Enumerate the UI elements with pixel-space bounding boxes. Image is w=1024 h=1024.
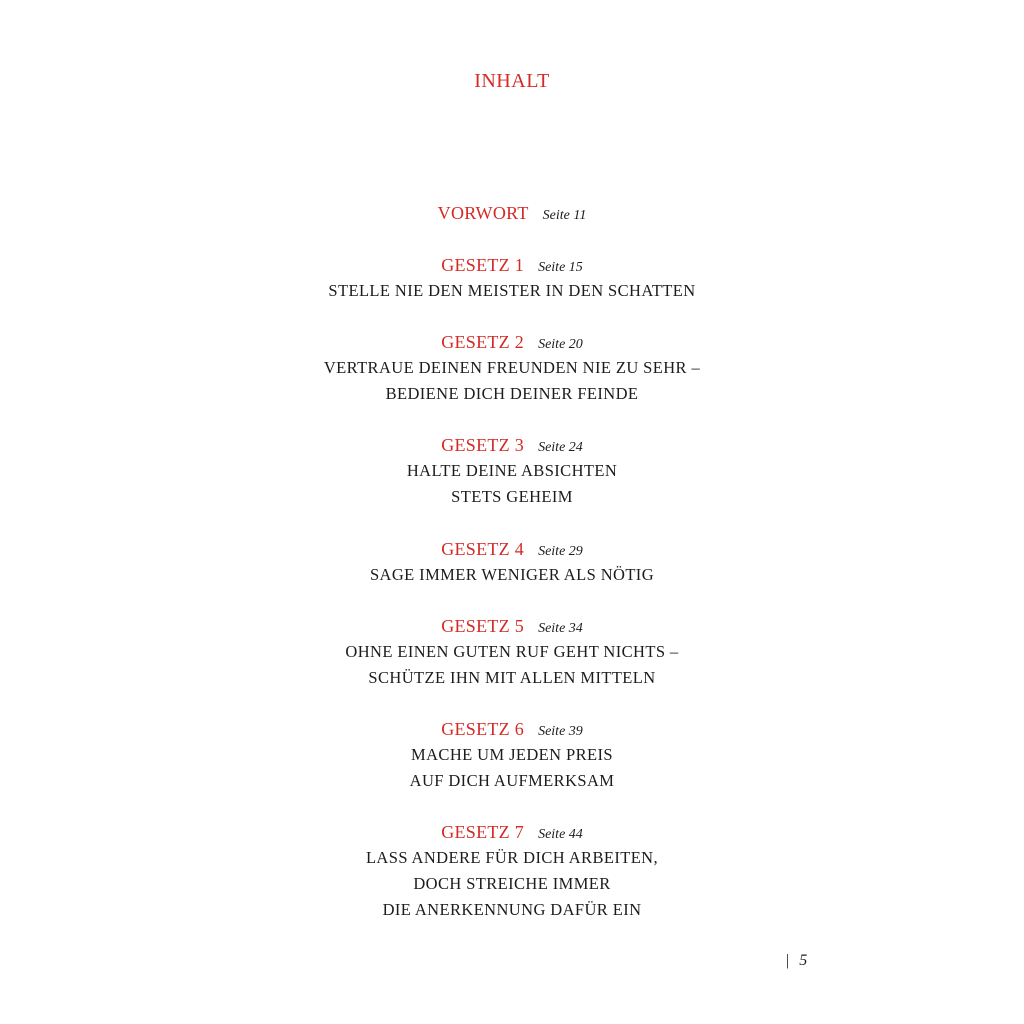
toc-entry-page: Seite 39: [538, 724, 583, 739]
toc-entry-gesetz-2: [0, 329, 1024, 407]
toc-entry-title-line: BEDIENE DICH DEINER FEINDE: [385, 384, 639, 403]
toc-entry-label: GESETZ 2: [441, 332, 525, 352]
toc-entry-gesetz-3: [0, 432, 1024, 510]
page-number-separator: |: [786, 952, 790, 969]
toc-entry-gesetz-4: [0, 536, 1024, 588]
toc-entry-title-line: HALTE DEINE ABSICHTEN: [406, 461, 618, 480]
toc-entry-title-line: AUF DICH AUFMERKSAM: [409, 771, 615, 790]
toc-entry-title-line: STELLE NIE DEN MEISTER IN DEN SCHATTEN: [328, 281, 696, 300]
toc-entry-title-line: STETS GEHEIM: [451, 487, 573, 506]
toc-entry-label: GESETZ 7: [441, 822, 525, 842]
toc-entry-title-line: DOCH STREICHE IMMER: [413, 874, 611, 893]
toc-entry-label: GESETZ 6: [441, 719, 525, 739]
toc-entry-heading: [0, 329, 1024, 355]
toc-entry-title-line: VERTRAUE DEINEN FREUNDEN NIE ZU SEHR –: [323, 358, 701, 377]
toc-entry-heading: [0, 200, 1024, 226]
page-number-value: 5: [799, 952, 808, 969]
toc-entry-label: GESETZ 5: [441, 616, 525, 636]
toc-entry-page: Seite 20: [538, 337, 583, 352]
toc-entry-title-line: SCHÜTZE IHN MIT ALLEN MITTELN: [368, 668, 656, 687]
toc-entry-heading: [0, 432, 1024, 458]
toc-entry-label: VORWORT: [437, 203, 529, 223]
toc-entry-vorwort: [0, 200, 1024, 226]
toc-entry-gesetz-7: [0, 819, 1024, 923]
toc-entry-page: Seite 11: [542, 208, 587, 223]
toc-entry-heading: [0, 613, 1024, 639]
toc-entry-heading: [0, 716, 1024, 742]
toc-entry-page: Seite 34: [538, 621, 583, 636]
page-number: [786, 952, 807, 970]
toc-entry-gesetz-5: [0, 613, 1024, 691]
toc-entry-page: Seite 29: [538, 544, 583, 559]
page-title: INHALT: [474, 70, 550, 92]
toc-entry-label: GESETZ 4: [441, 539, 525, 559]
toc-entry-label: GESETZ 3: [441, 435, 525, 455]
toc-entry-title-line: MACHE UM JEDEN PREIS: [411, 745, 613, 764]
toc-entry-gesetz-6: [0, 716, 1024, 794]
toc-entry-title-line: LASS ANDERE FÜR DICH ARBEITEN,: [365, 848, 659, 867]
toc-entry-title-line: DIE ANERKENNUNG DAFÜR EIN: [382, 900, 642, 919]
toc-entry-page: Seite 24: [538, 440, 583, 455]
toc-entry-gesetz-1: [0, 252, 1024, 304]
toc-entry-title-line: SAGE IMMER WENIGER ALS NÖTIG: [369, 565, 655, 584]
toc-entry-page: Seite 15: [538, 260, 583, 275]
toc-entry-page: Seite 44: [538, 827, 583, 842]
toc-entry-heading: [0, 252, 1024, 278]
toc-entry-heading: [0, 536, 1024, 562]
toc-entry-label: GESETZ 1: [441, 255, 525, 275]
toc-entry-title-line: OHNE EINEN GUTEN RUF GEHT NICHTS –: [345, 642, 679, 661]
toc-entry-heading: [0, 819, 1024, 845]
